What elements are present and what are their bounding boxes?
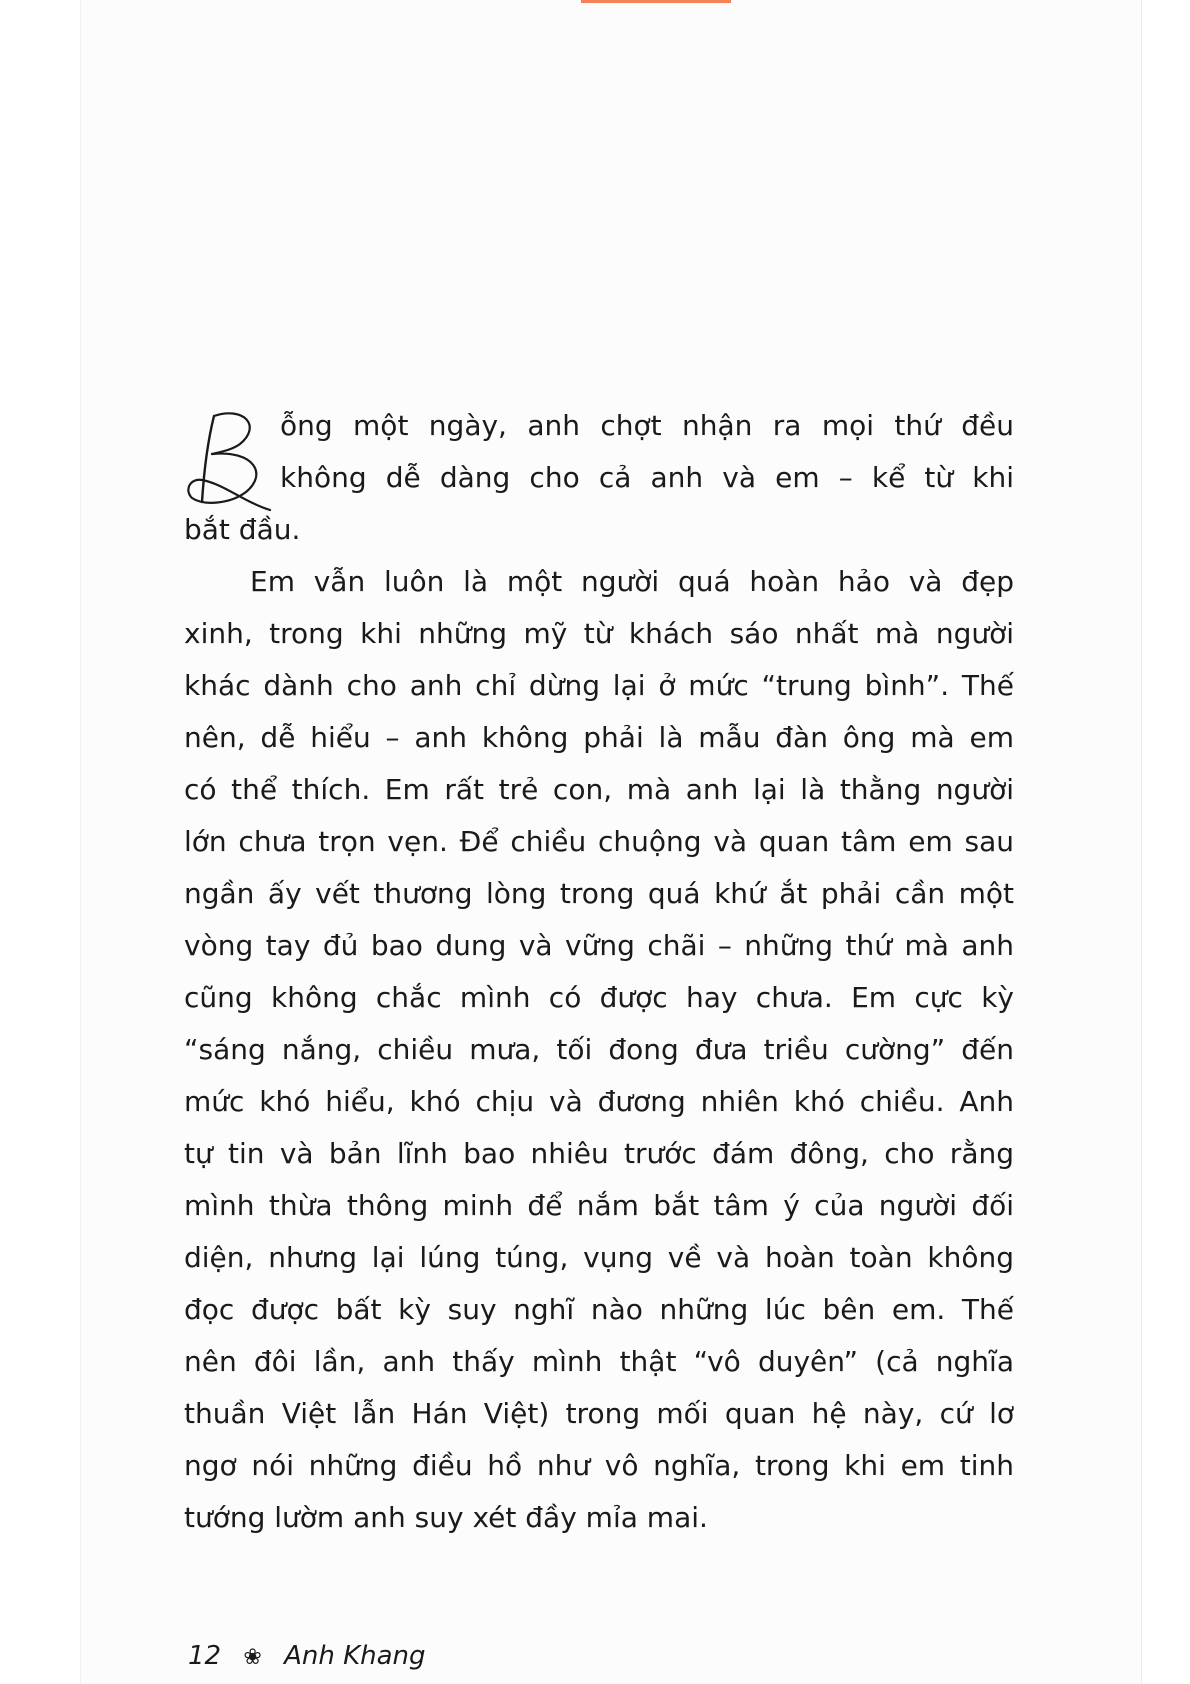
page-number: 12 [188, 1641, 222, 1671]
text-line: xinh, trong khi những mỹ từ khách sáo nhất mà người [184, 617, 1014, 650]
text-line: ngần ấy vết thương lòng trong quá khứ ắt phải cần một [184, 877, 1014, 910]
second-paragraph [184, 556, 1014, 1544]
text-line: lớn chưa trọn vẹn. Để chiều chuộng và quan tâm em sau [184, 825, 1014, 858]
text-line: có thể thích. Em rất trẻ con, mà anh lại là thằng người [184, 773, 1014, 806]
text-line: đọc được bất kỳ suy nghĩ nào những lúc bên em. Thế [184, 1293, 1014, 1326]
text-line: thuần Việt lẫn Hán Việt) trong mối quan hệ này, cứ lơ [184, 1397, 1014, 1430]
text-line: nên, dễ hiểu – anh không phải là mẫu đàn ông mà em [184, 721, 1014, 754]
opening-paragraph [184, 400, 1014, 556]
text-line: không dễ dàng cho cả anh và em – kể từ khi [280, 461, 1014, 494]
text-line: vòng tay đủ bao dung và vững chãi – những thứ mà anh [184, 929, 1014, 962]
text-line: mức khó hiểu, khó chịu và đương nhiên khó chiều. Anh [184, 1085, 1014, 1118]
text-line: khác dành cho anh chỉ dừng lại ở mức “trung bình”. Thế [184, 669, 1014, 702]
text-line: “sáng nắng, chiều mưa, tối đong đưa triều cường” đến [184, 1033, 1014, 1066]
top-edge-accent [581, 0, 731, 3]
text-line: ngơ nói những điều hồ như vô nghĩa, trong khi em tinh [184, 1449, 1014, 1482]
text-line: bắt đầu. [184, 513, 301, 546]
body-text [184, 400, 1014, 1544]
text-line: tướng lườm anh suy xét đầy mỉa mai. [184, 1501, 708, 1534]
text-line: mình thừa thông minh để nắm bắt tâm ý của người đối [184, 1189, 1014, 1222]
text-line: cũng không chắc mình có được hay chưa. Em cực kỳ [184, 981, 1014, 1014]
leaf-ornament-icon: ❀ [243, 1645, 262, 1670]
text-line: nên đôi lần, anh thấy mình thật “vô duyên” (cả nghĩa [184, 1345, 1014, 1378]
text-line: ỗng một ngày, anh chợt nhận ra mọi thứ đều [280, 409, 1014, 442]
text-line: Em vẫn luôn là một người quá hoàn hảo và đẹp [250, 565, 1014, 598]
text-line: diện, nhưng lại lúng túng, vụng về và hoàn toàn không [184, 1241, 1014, 1274]
text-line: tự tin và bản lĩnh bao nhiêu trước đám đông, cho rằng [184, 1137, 1014, 1170]
author-name: Anh Khang [284, 1641, 426, 1671]
page-footer [188, 1640, 426, 1674]
